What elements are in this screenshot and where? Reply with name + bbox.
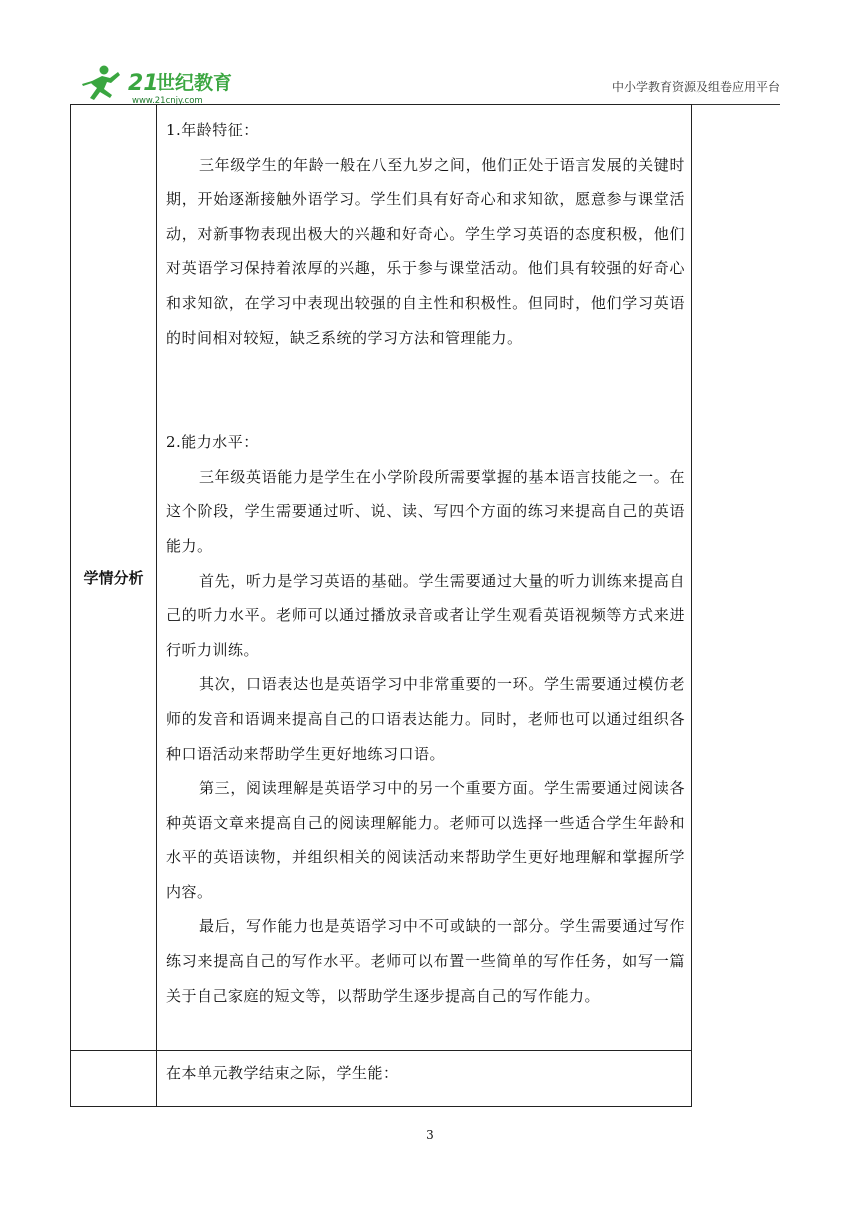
svg-text:21: 21 bbox=[128, 71, 159, 96]
spacer bbox=[166, 355, 685, 425]
paragraph-writing: 最后，写作能力也是英语学习中不可或缺的一部分。学生需要通过写作练习来提高自己的写作水平。老师可以布置一些简单的写作任务，如写一篇关于自己家庭的短文等，以帮助学生逐步提高自己的写作能力。 bbox=[166, 917, 685, 1005]
heading-ability: 2.能力水平： bbox=[166, 433, 259, 452]
page-header bbox=[70, 58, 780, 104]
table-row-objectives bbox=[71, 1051, 692, 1107]
paragraph-ability: 三年级英语能力是学生在小学阶段所需要掌握的基本语言技能之一。在这个阶段，学生需要通过听、说、读、写四个方面的练习来提高自己的英语能力。 bbox=[166, 467, 685, 555]
paragraph-age: 三年级学生的年龄一般在八至九岁之间，他们正处于语言发展的关键时期，开始逐渐接触外语学习。学生们具有好奇心和求知欲，愿意参与课堂活动，对新事物表现出极大的兴趣和好奇心。学生学习英语的态度积极，他们对英语学习保持着浓厚的兴趣，乐于参与课堂活动。他们具有较强的好奇心和求知欲，在学习中表现出较强的自主性和积极性。但同时，他们学习英语的时间相对较短，缺乏系统的学习方法和管理能力。 bbox=[166, 155, 685, 347]
lesson-plan-table bbox=[70, 104, 692, 1107]
row-label-objectives bbox=[71, 1051, 157, 1107]
paragraph-reading: 第三，阅读理解是英语学习中的另一个重要方面。学生需要通过阅读各种英语文章来提高自己的阅读理解能力。老师可以选择一些适合学生年龄和水平的英语读物，并组织相关的阅读活动来帮助学生更好地理解和掌握所学内容。 bbox=[166, 779, 685, 901]
platform-name: 中小学教育资源及组卷应用平台 bbox=[611, 80, 780, 94]
svg-text:www.21cnjy.com: www.21cnjy.com bbox=[132, 96, 203, 106]
page-number: 3 bbox=[426, 1128, 434, 1142]
table-row-analysis bbox=[71, 105, 692, 1051]
logo-21cnjy bbox=[80, 62, 250, 106]
objectives-content-cell bbox=[157, 1051, 692, 1107]
paragraph-listening: 首先，听力是学习英语的基础。学生需要通过大量的听力训练来提高自己的听力水平。老师可以通过播放录音或者让学生观看英语视频等方式来进行听力训练。 bbox=[166, 571, 685, 659]
svg-text:世纪教育: 世纪教育 bbox=[156, 72, 233, 94]
row-label-analysis: 学情分析 bbox=[71, 105, 157, 1051]
analysis-content-cell bbox=[157, 105, 692, 1051]
heading-age: 1.年龄特征： bbox=[166, 121, 259, 139]
objectives-intro: 在本单元教学结束之际，学生能： bbox=[166, 1064, 399, 1082]
paragraph-speaking: 其次，口语表达也是英语学习中非常重要的一环。学生需要通过模仿老师的发音和语调来提高自己的口语表达能力。同时，老师也可以通过组织各种口语活动来帮助学生更好地练习口语。 bbox=[166, 675, 685, 763]
